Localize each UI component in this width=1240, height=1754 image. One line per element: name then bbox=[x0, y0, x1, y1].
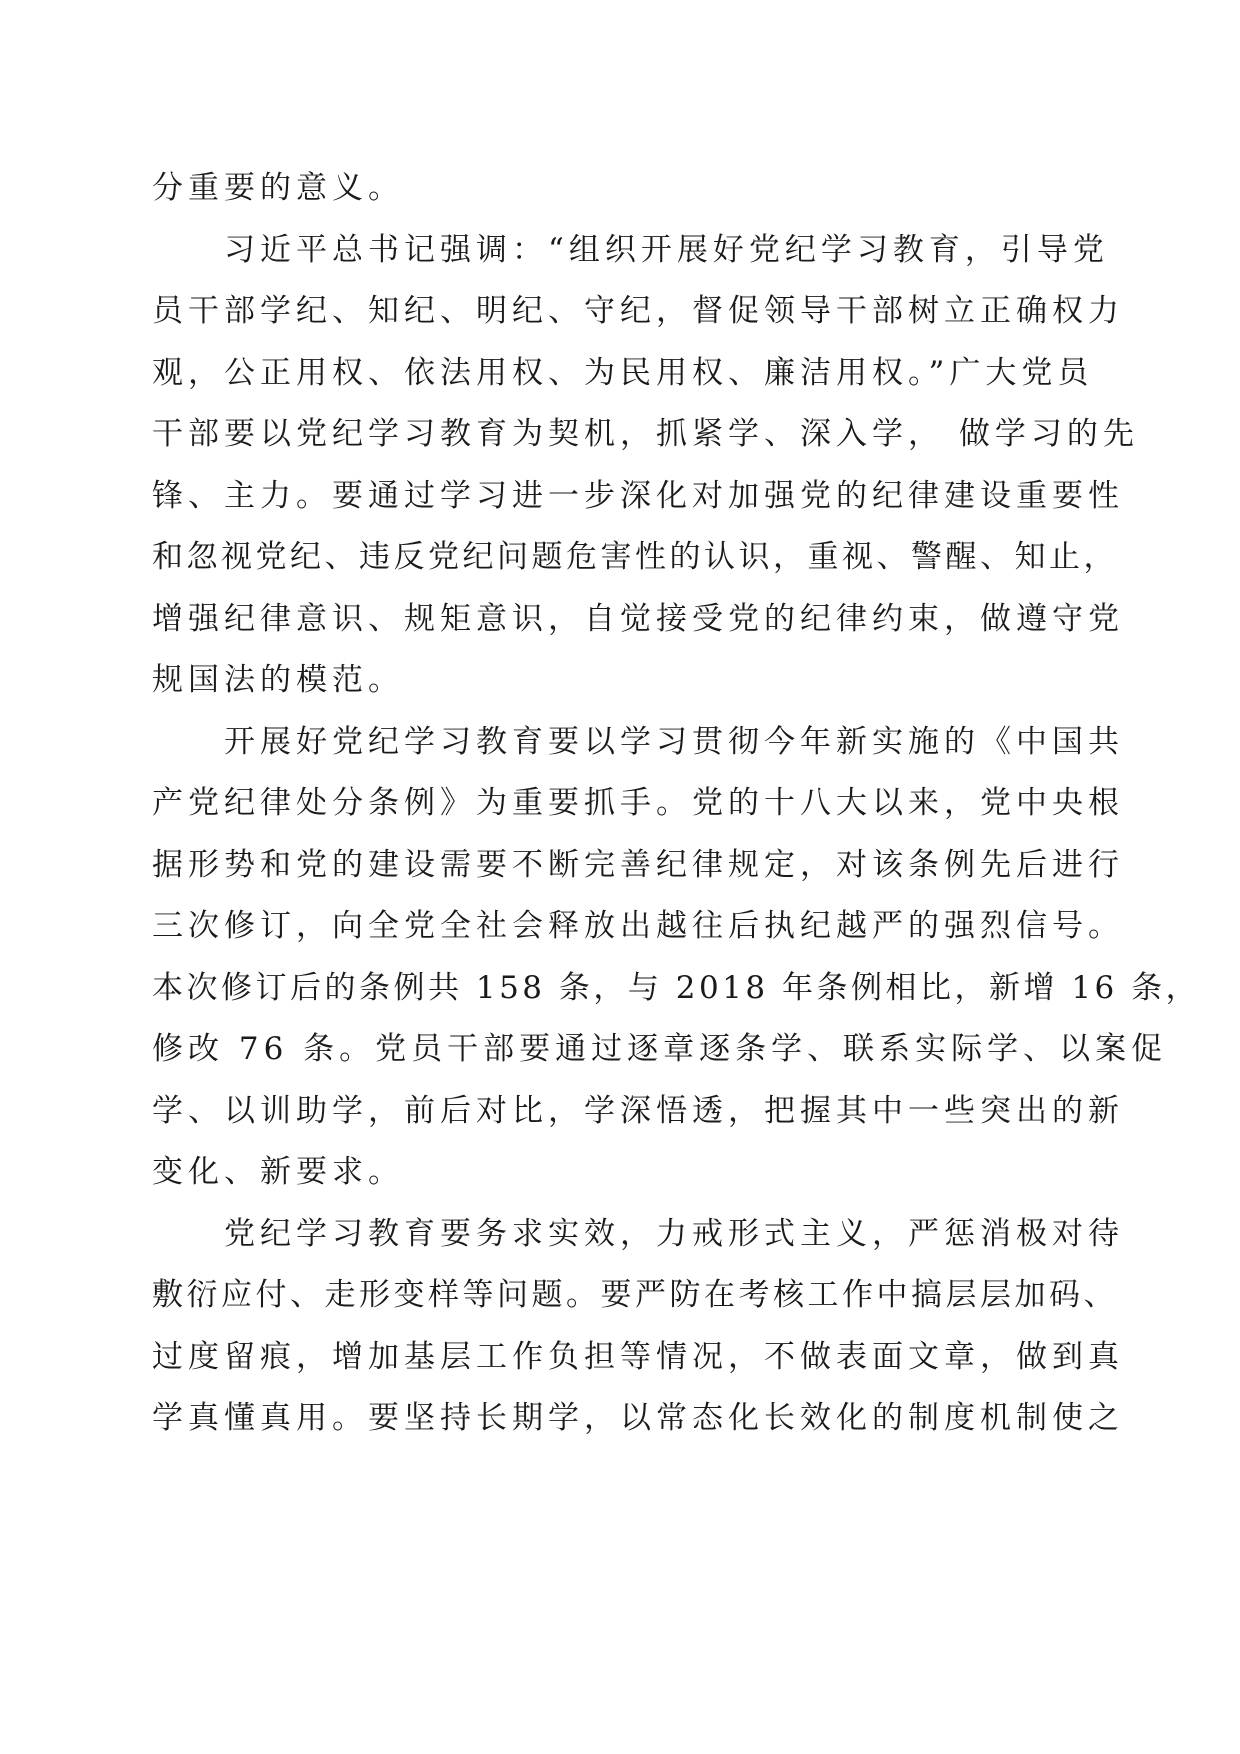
text-line: 锋、主力。要通过学习进一步深化对加强党的纪律建设重要性 bbox=[152, 477, 1124, 514]
text-line: 分重要的意义。 bbox=[152, 170, 404, 206]
text-line: 和忽视党纪、违反党纪问题危害性的认识，重视、警醒、知止， bbox=[152, 539, 1118, 575]
text-line: 增强纪律意识、规矩意识，自觉接受党的纪律约束，做遵守党 bbox=[152, 600, 1124, 637]
text-line: 学、以训助学，前后对比，学深悟透，把握其中一些突出的新 bbox=[152, 1092, 1124, 1129]
text-line: 开展好党纪学习教育要以学习贯彻今年新实施的《中国共 bbox=[152, 723, 1124, 760]
text-line: 党纪学习教育要务求实效，力戒形式主义，严惩消极对待 bbox=[152, 1215, 1124, 1252]
text-line: 本次修订后的条例共 158 条，与 2018 年条例相比，新增 16 条， bbox=[152, 969, 1201, 1006]
text-line: 修改 76 条。党员干部要通过逐章逐条学、联系实际学、以案促 bbox=[152, 1031, 1168, 1067]
text-line: 据形势和党的建设需要不断完善纪律规定，对该条例先后进行 bbox=[152, 846, 1124, 883]
text-line: 规国法的模范。 bbox=[152, 662, 404, 698]
text-line: 干部要以党纪学习教育为契机，抓紧学、深入学， 做学习的先 bbox=[152, 416, 1139, 452]
text-line: 三次修订，向全党全社会释放出越往后执纪越严的强烈信号。 bbox=[152, 908, 1124, 944]
text-line: 产党纪律处分条例》为重要抓手。党的十八大以来，党中央根 bbox=[152, 785, 1124, 821]
text-line: 过度留痕，增加基层工作负担等情况，不做表面文章，做到真 bbox=[152, 1338, 1124, 1375]
text-line: 习近平总书记强调：“组织开展好党纪学习教育，引导党 bbox=[152, 231, 1109, 268]
text-line: 观，公正用权、依法用权、为民用权、廉洁用权。”广大党员 bbox=[152, 354, 1094, 391]
text-line: 变化、新要求。 bbox=[152, 1154, 404, 1190]
text-line: 员干部学纪、知纪、明纪、守纪，督促领导干部树立正确权力 bbox=[152, 293, 1124, 329]
text-line: 学真懂真用。要坚持长期学，以常态化长效化的制度机制使之 bbox=[152, 1400, 1124, 1436]
text-line: 敷衍应付、走形变样等问题。要严防在考核工作中搞层层加码、 bbox=[152, 1277, 1118, 1313]
body-text bbox=[152, 158, 1201, 1450]
